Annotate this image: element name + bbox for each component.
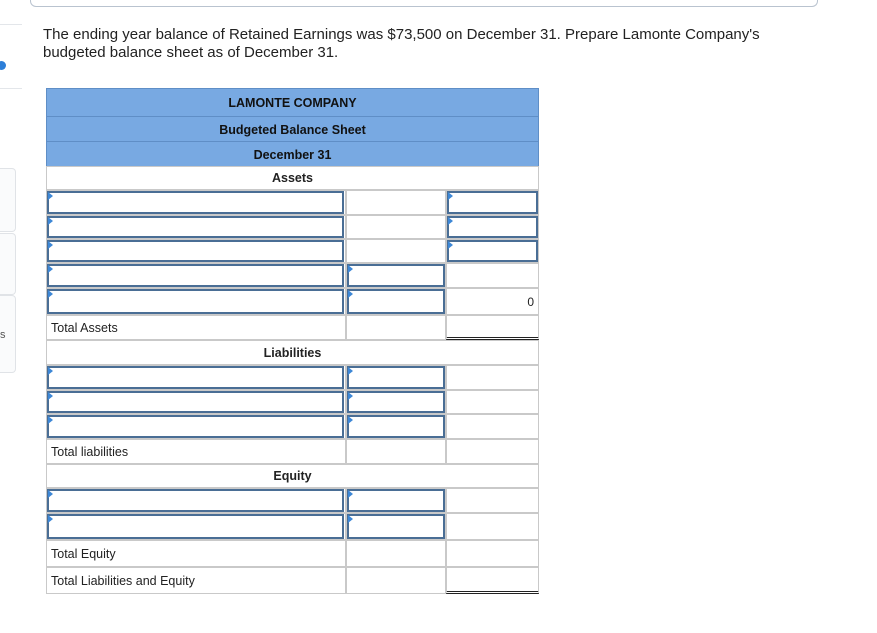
liability-row-cell	[446, 390, 539, 414]
liability-amount-input[interactable]	[347, 415, 445, 438]
asset-name-input[interactable]	[47, 240, 344, 262]
rail-label: s	[0, 329, 6, 341]
equity-name-input[interactable]	[47, 489, 344, 512]
equity-row-cell	[446, 513, 539, 540]
total-equity-value	[446, 540, 539, 567]
asset-amount-input[interactable]	[447, 216, 538, 238]
asset-name-input[interactable]	[47, 289, 344, 314]
equity-heading: Equity	[46, 464, 539, 488]
rail-tab[interactable]	[0, 168, 16, 232]
previous-panel-edge	[30, 0, 818, 7]
equity-row-cell	[446, 488, 539, 513]
total-liabilities-equity-value	[446, 567, 539, 594]
liability-row-cell	[446, 365, 539, 390]
total-liabilities-equity-label: Total Liabilities and Equity	[46, 567, 346, 594]
balance-sheet-table	[46, 88, 539, 594]
asset-row-cell	[446, 263, 539, 288]
total-liabilities-value	[446, 439, 539, 464]
asset-amount-input[interactable]	[447, 240, 538, 262]
current-step-indicator[interactable]	[0, 61, 6, 70]
statement-title: Budgeted Balance Sheet	[46, 116, 539, 143]
asset-amount-input[interactable]	[347, 289, 445, 314]
left-rail	[0, 0, 22, 633]
statement-date: December 31	[46, 141, 539, 168]
liability-row-cell	[446, 414, 539, 439]
equity-amount-input[interactable]	[347, 514, 445, 539]
liabilities-heading: Liabilities	[46, 340, 539, 365]
asset-name-input[interactable]	[47, 191, 344, 214]
liability-name-input[interactable]	[47, 415, 344, 438]
asset-amount-input[interactable]	[447, 191, 538, 214]
liability-name-input[interactable]	[47, 391, 344, 413]
question-text: The ending year balance of Retained Earnings was $73,500 on December 31. Prepare Lamonte Company's budgeted balance sheet as of December 31.	[43, 26, 760, 61]
company-name: LAMONTE COMPANY	[46, 88, 539, 118]
asset-row-cell	[346, 215, 446, 239]
rail-divider	[0, 24, 22, 25]
total-liabilities-equity-cell	[346, 567, 446, 594]
equity-amount-input[interactable]	[347, 489, 445, 512]
asset-subtotal-value: 0	[446, 288, 539, 315]
total-equity-label: Total Equity	[46, 540, 346, 567]
total-assets-cell	[346, 315, 446, 340]
rail-divider	[0, 88, 22, 89]
total-assets-label: Total Assets	[46, 315, 346, 340]
total-assets-value	[446, 315, 539, 340]
total-equity-cell	[346, 540, 446, 567]
asset-row-cell	[346, 190, 446, 215]
liability-name-input[interactable]	[47, 366, 344, 389]
liability-amount-input[interactable]	[347, 391, 445, 413]
liability-amount-input[interactable]	[347, 366, 445, 389]
total-liabilities-label: Total liabilities	[46, 439, 346, 464]
total-liabilities-cell	[346, 439, 446, 464]
asset-name-input[interactable]	[47, 216, 344, 238]
asset-amount-input[interactable]	[347, 264, 445, 287]
asset-row-cell	[346, 239, 446, 263]
asset-name-input[interactable]	[47, 264, 344, 287]
rail-tab[interactable]	[0, 233, 16, 295]
equity-name-input[interactable]	[47, 514, 344, 539]
assets-heading: Assets	[46, 166, 539, 190]
